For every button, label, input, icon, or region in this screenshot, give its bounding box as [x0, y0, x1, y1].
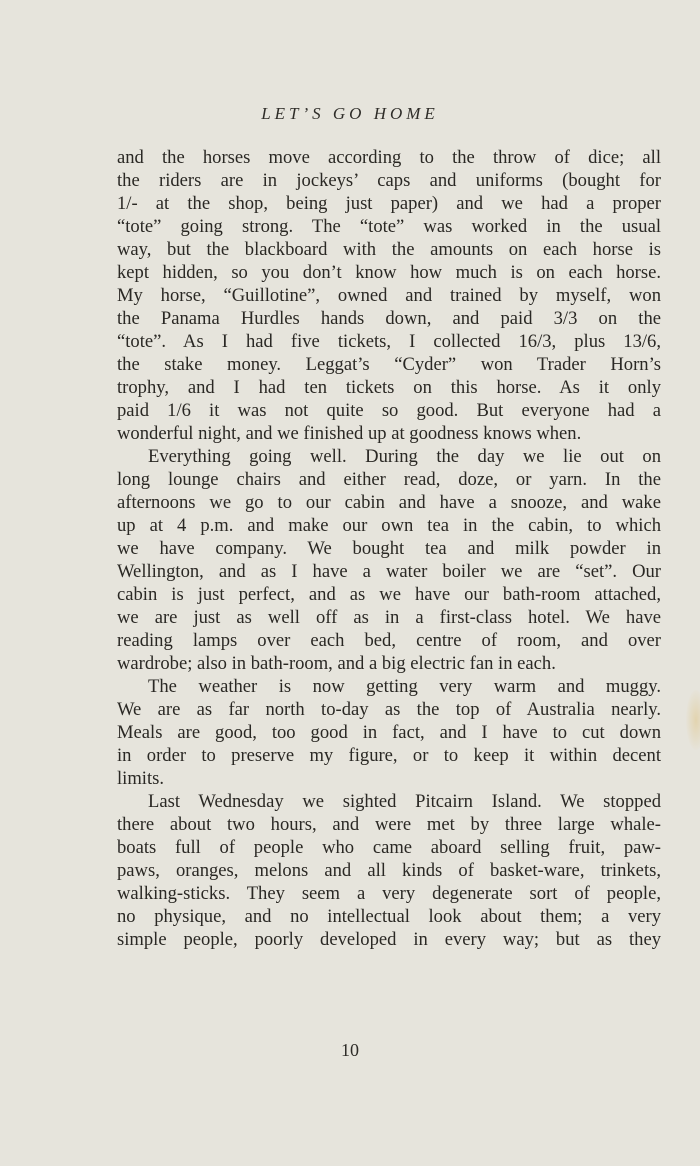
- text-line: kept hidden, so you don’t know how much is on each horse.: [117, 262, 661, 283]
- text-line: My horse, “Guillotine”, owned and trained by myself, won: [117, 285, 661, 306]
- text-line: there about two hours, and were met by three large whale-: [117, 814, 661, 835]
- text-line-paragraph-start: Everything going well. During the day we lie out on: [148, 446, 661, 467]
- text-line: trophy, and I had ten tickets on this horse. As it only: [117, 377, 661, 398]
- text-line: reading lamps over each bed, centre of room, and over: [117, 630, 661, 651]
- text-line: the Panama Hurdles hands down, and paid 3/3 on the: [117, 308, 661, 329]
- text-line: the stake money. Leggat’s “Cyder” won Trader Horn’s: [117, 354, 661, 375]
- text-line: paid 1/6 it was not quite so good. But everyone had a: [117, 400, 661, 421]
- text-line: boats full of people who came aboard selling fruit, paw-: [117, 837, 661, 858]
- text-line-paragraph-start: Last Wednesday we sighted Pitcairn Island. We stopped: [148, 791, 661, 812]
- text-line: 1/- at the shop, being just paper) and we had a proper: [117, 193, 661, 214]
- text-line: Wellington, and as I have a water boiler we are “set”. Our: [117, 561, 661, 582]
- running-head: LET’S GO HOME: [261, 104, 439, 123]
- text-line: afternoons we go to our cabin and have a snooze, and wake: [117, 492, 661, 513]
- page-number: 10: [341, 1040, 359, 1060]
- text-line-paragraph-start: The weather is now getting very warm and muggy.: [148, 676, 661, 697]
- text-line: we have company. We bought tea and milk powder in: [117, 538, 661, 559]
- text-line: simple people, poorly developed in every way; but as they: [117, 929, 661, 950]
- body-text: [117, 146, 661, 951]
- text-line: We are as far north to-day as the top of Australia nearly.: [117, 699, 661, 720]
- text-line: in order to preserve my figure, or to keep it within decent: [117, 745, 661, 766]
- text-line: long lounge chairs and either read, doze, or yarn. In the: [117, 469, 661, 490]
- text-line: and the horses move according to the throw of dice; all: [117, 147, 661, 168]
- text-line: way, but the blackboard with the amounts on each horse is: [117, 239, 661, 260]
- text-line: the riders are in jockeys’ caps and uniforms (bought for: [117, 170, 661, 191]
- text-line: Meals are good, too good in fact, and I have to cut down: [117, 722, 661, 743]
- text-line: “tote”. As I had five tickets, I collected 16/3, plus 13/6,: [117, 331, 661, 352]
- text-line: paws, oranges, melons and all kinds of basket-ware, trinkets,: [117, 860, 661, 881]
- text-line-paragraph-end: wardrobe; also in bath-room, and a big electric fan in each.: [117, 653, 556, 674]
- text-line: no physique, and no intellectual look about them; a very: [117, 906, 661, 927]
- text-line-paragraph-end: limits.: [117, 768, 165, 789]
- text-line: “tote” going strong. The “tote” was worked in the usual: [117, 216, 661, 237]
- text-line-paragraph-end: wonderful night, and we finished up at goodness knows when.: [117, 423, 582, 444]
- text-line: walking-sticks. They seem a very degenerate sort of people,: [117, 883, 661, 904]
- text-line: up at 4 p.m. and make our own tea in the cabin, to which: [117, 515, 661, 536]
- paper-stain: [686, 690, 700, 750]
- text-line: cabin is just perfect, and as we have our bath-room attached,: [117, 584, 661, 605]
- text-line: we are just as well off as in a first-class hotel. We have: [117, 607, 661, 628]
